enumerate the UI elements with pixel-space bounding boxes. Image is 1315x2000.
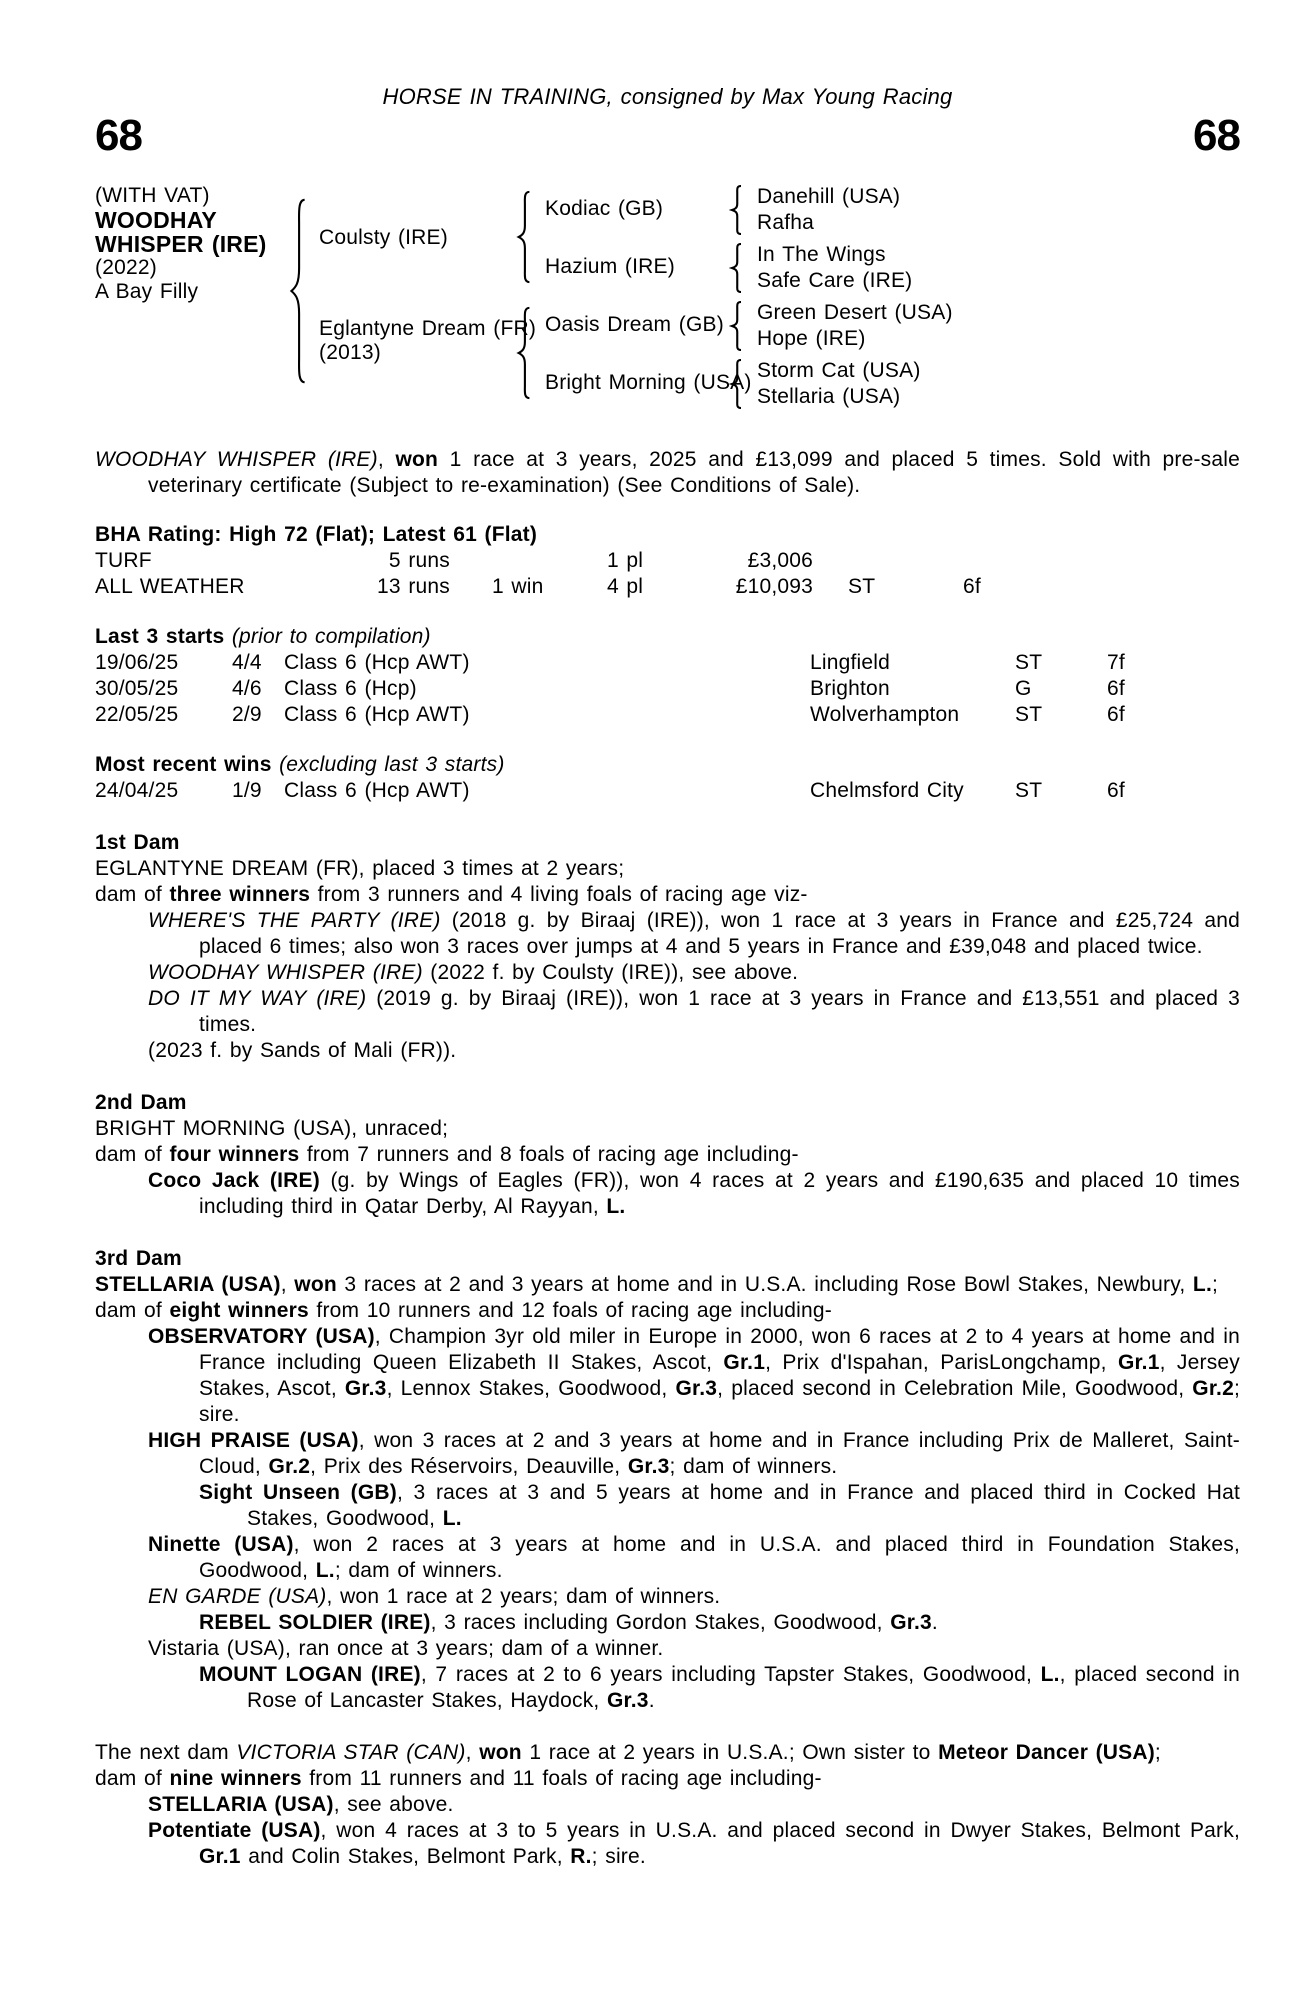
going-code: ST (1015, 703, 1043, 726)
last-3-starts-title: Last 3 starts (prior to compilation) (95, 625, 431, 648)
horse-info (95, 184, 267, 304)
grandsire-paternal: Kodiac (GB) (545, 197, 664, 220)
race-record: WOODHAY WHISPER (IRE), won 1 race at 3 years, 2025 and £13,099 and placed 5 times. Sold with pre-sale veterinary certificate (Subject to re-examination) (See Conditions of Sale). (95, 448, 1240, 497)
sale-title: HORSE IN TRAINING, consigned by Max Young Racing (382, 84, 953, 109)
going-code: ST (1015, 651, 1043, 674)
going-code: ST (1015, 779, 1043, 802)
dam-entry: dam of four winners from 7 runners and 8 foals of racing age including- (95, 1143, 799, 1166)
progeny-entry: DO IT MY WAY (IRE) (2019 g. by Biraaj (IRE)), won 1 race at 3 years in France and £13,551 and placed 3 times. (148, 987, 1240, 1036)
next-dam-entry: dam of nine winners from 11 runners and 11 foals of racing age including- (95, 1767, 822, 1790)
race-class: Class 6 (Hcp AWT) (284, 651, 470, 674)
bha-row-turf (95, 548, 1240, 574)
finish-position: 4/6 (232, 677, 262, 700)
going-code: G (1015, 677, 1032, 700)
progeny-entry: REBEL SOLDIER (IRE), 3 races including Gordon Stakes, Goodwood, Gr.3. (199, 1611, 938, 1634)
bha-row-all-weather (95, 574, 1240, 600)
win-row (95, 778, 1240, 804)
second-dam-section (95, 1116, 1240, 1220)
pedigree-brace-gg2 (729, 243, 744, 293)
race-distance: 6f (1107, 779, 1125, 802)
grandsire-maternal: Oasis Dream (GB) (545, 313, 724, 336)
most-recent-wins-table (95, 778, 1240, 804)
going-value: ST (848, 575, 876, 598)
first-dam-section (95, 856, 1240, 1064)
race-date: 19/06/25 (95, 651, 179, 674)
dam-entry: STELLARIA (USA), won 3 races at 2 and 3 years at home and in U.S.A. including Rose Bowl Stakes, Newbury, L.; (95, 1273, 1219, 1296)
progeny-entry: EN GARDE (USA), won 1 race at 2 years; dam of winners. (148, 1585, 721, 1608)
last-3-starts-table (95, 650, 1240, 728)
course-name: Chelmsford City (810, 779, 964, 802)
race-class: Class 6 (Hcp AWT) (284, 779, 470, 802)
progeny-entry: OBSERVATORY (USA), Champion 3yr old miler in Europe in 2000, won 6 races at 2 to 4 years at home and in France including Queen Elizabeth II Stakes, Ascot, Gr.1, Prix d'Ispahan, ParisLongchamp, Gr.1, Jersey Stakes, Ascot, Gr.3, Lennox Stakes, Goodwood, Gr.3, placed second in Celebration Mile, Goodwood, Gr.2; sire. (148, 1325, 1240, 1426)
great-grandparent-6: Hope (IRE) (757, 327, 866, 350)
places-value: 1 pl (607, 549, 644, 572)
lot-number-row (95, 111, 1240, 160)
course-name: Lingfield (810, 651, 891, 674)
granddam-maternal: Bright Morning (USA) (545, 371, 752, 394)
horse-name-line2: WHISPER (IRE) (95, 231, 267, 257)
dam-entry: dam of eight winners from 10 runners and 12 foals of racing age including- (95, 1299, 832, 1322)
pedigree-brace-main (287, 196, 309, 386)
start-row (95, 676, 1240, 702)
third-dam-section (95, 1272, 1240, 1714)
progeny-entry: HIGH PRAISE (USA), won 3 races at 2 and 3 years at home and in France including Prix de Malleret, Saint-Cloud, Gr.2, Prix des Réservoirs, Deauville, Gr.3; dam of winners. (148, 1429, 1240, 1478)
race-distance: 6f (1107, 703, 1125, 726)
great-grandparent-1: Danehill (USA) (757, 185, 901, 208)
lot-number-left: 68 (95, 111, 142, 160)
course-name: Wolverhampton (810, 703, 960, 726)
horse-name-line1: WOODHAY (95, 207, 217, 233)
race-distance: 6f (1107, 677, 1125, 700)
foaling-year: (2022) (95, 256, 157, 279)
runs-value: 13 runs (377, 575, 450, 598)
pedigree-table (95, 184, 1240, 419)
progeny-entry: Ninette (USA), won 2 races at 3 years at home and in U.S.A. and placed third in Foundation Stakes, Goodwood, L.; dam of winners. (148, 1533, 1240, 1582)
page-content (95, 0, 1240, 1870)
progeny-entry: MOUNT LOGAN (IRE), 7 races at 2 to 6 years including Tapster Stakes, Goodwood, L., placed second in Rose of Lancaster Stakes, Haydock, Gr.3. (199, 1663, 1240, 1712)
progeny-entry: Coco Jack (IRE) (g. by Wings of Eagles (FR)), won 4 races at 2 years and £190,635 and placed 10 times including third in Qatar Derby, Al Rayyan, L. (148, 1169, 1240, 1218)
next-dam-section (95, 1740, 1240, 1870)
great-grandparent-7: Storm Cat (USA) (757, 359, 921, 382)
third-dam-heading: 3rd Dam (95, 1247, 182, 1270)
race-date: 24/04/25 (95, 779, 179, 802)
vat-note: (WITH VAT) (95, 184, 210, 207)
surface-label: ALL WEATHER (95, 575, 245, 598)
start-row (95, 702, 1240, 728)
dam-entry: BRIGHT MORNING (USA), unraced; (95, 1117, 449, 1140)
granddam-paternal: Hazium (IRE) (545, 255, 675, 278)
most-recent-wins-title: Most recent wins (excluding last 3 starts) (95, 753, 505, 776)
course-name: Brighton (810, 677, 890, 700)
progeny-entry: STELLARIA (USA), see above. (148, 1793, 454, 1816)
sire-name: Coulsty (IRE) (319, 226, 448, 249)
dam-entry: dam of three winners from 3 runners and 4 living foals of racing age viz- (95, 883, 808, 906)
wins-value: 1 win (492, 575, 544, 598)
runs-value: 5 runs (388, 549, 450, 572)
great-grandparent-4: Safe Care (IRE) (757, 269, 913, 292)
finish-position: 2/9 (232, 703, 262, 726)
progeny-entry: WHERE'S THE PARTY (IRE) (2018 g. by Biraaj (IRE)), won 1 race at 3 years in France and £25,724 and placed 6 times; also won 3 races over jumps at 4 and 5 years in France and £39,048 and placed twice. (148, 909, 1240, 958)
progeny-entry: Vistaria (USA), ran once at 3 years; dam of a winner. (148, 1637, 664, 1660)
dam-block (319, 317, 536, 365)
distance-value: 6f (963, 575, 981, 598)
dam-name: Eglantyne Dream (FR) (319, 317, 537, 340)
dam-year: (2013) (319, 341, 381, 364)
great-grandparent-5: Green Desert (USA) (757, 301, 953, 324)
places-value: 4 pl (607, 575, 644, 598)
great-grandparent-2: Rafha (757, 211, 815, 234)
progeny-entry: Sight Unseen (GB), 3 races at 3 and 5 years at home and in France and placed third in Cocked Hat Stakes, Goodwood, L. (199, 1481, 1241, 1530)
horse-description: A Bay Filly (95, 280, 199, 303)
great-grandparent-8: Stellaria (USA) (757, 385, 901, 408)
race-class: Class 6 (Hcp) (284, 677, 417, 700)
bha-rating-title: BHA Rating: High 72 (Flat); Latest 61 (Flat) (95, 523, 538, 546)
great-grandparent-3: In The Wings (757, 243, 886, 266)
pedigree-brace-sire (515, 190, 533, 284)
pedigree-brace-gg3 (729, 301, 744, 351)
lot-number-right: 68 (1193, 111, 1240, 160)
finish-position: 1/9 (232, 779, 262, 802)
finish-position: 4/4 (232, 651, 262, 674)
pedigree-brace-gg1 (729, 185, 744, 235)
race-date: 22/05/25 (95, 703, 179, 726)
progeny-entry: WOODHAY WHISPER (IRE) (2022 f. by Coulsty (IRE)), see above. (148, 961, 799, 984)
dam-entry: EGLANTYNE DREAM (FR), placed 3 times at 2 years; (95, 857, 625, 880)
first-dam-heading: 1st Dam (95, 831, 180, 854)
race-class: Class 6 (Hcp AWT) (284, 703, 470, 726)
earnings-value: £10,093 (735, 575, 813, 598)
earnings-value: £3,006 (747, 549, 813, 572)
start-row (95, 650, 1240, 676)
race-date: 30/05/25 (95, 677, 179, 700)
surface-label: TURF (95, 549, 152, 572)
race-distance: 7f (1107, 651, 1125, 674)
second-dam-heading: 2nd Dam (95, 1091, 187, 1114)
progeny-entry: Potentiate (USA), won 4 races at 3 to 5 years in U.S.A. and placed second in Dwyer Stakes, Belmont Park, Gr.1 and Colin Stakes, Belmont Park, R.; sire. (148, 1819, 1240, 1868)
bha-stats-table (95, 548, 1240, 600)
next-dam-entry: The next dam VICTORIA STAR (CAN), won 1 race at 2 years in U.S.A.; Own sister to Meteor Dancer (USA); (95, 1741, 1161, 1764)
progeny-entry: (2023 f. by Sands of Mali (FR)). (148, 1039, 457, 1062)
